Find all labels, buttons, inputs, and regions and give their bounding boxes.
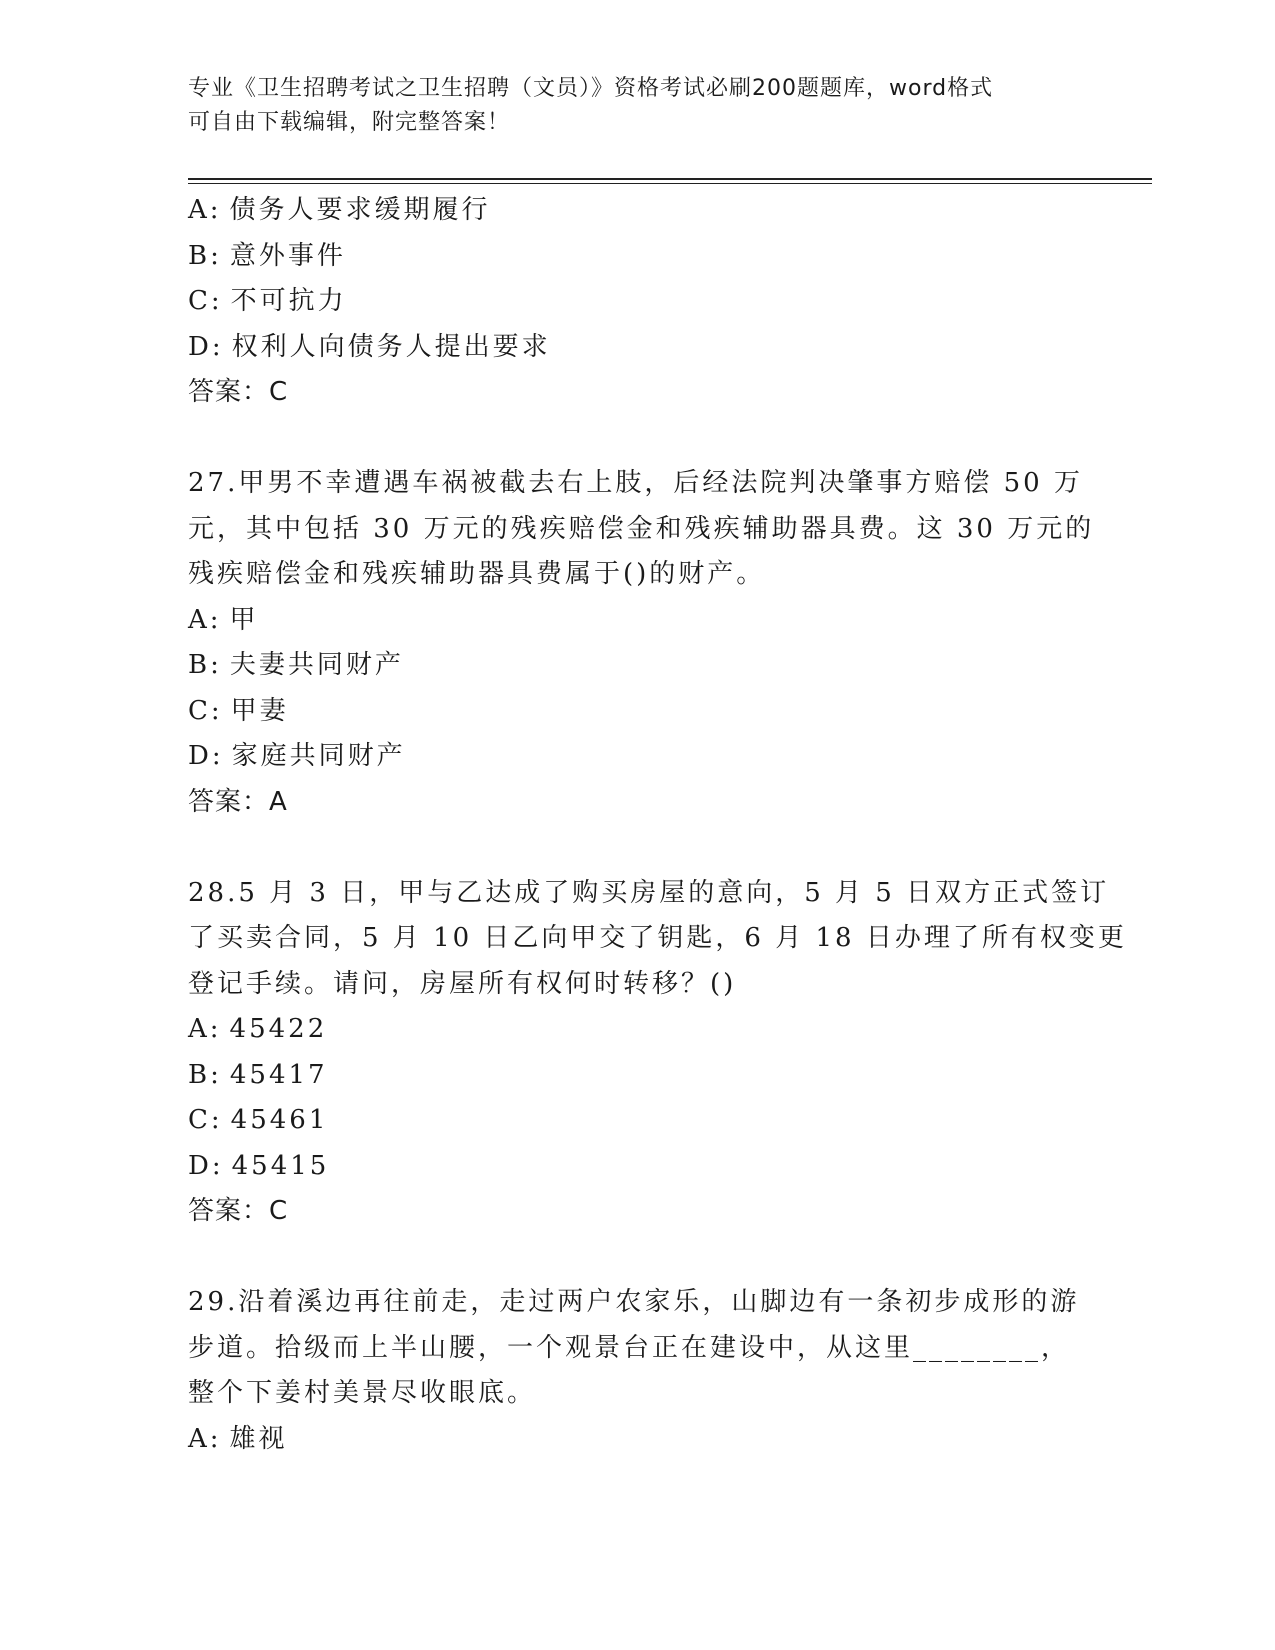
question-text-line: 步道。拾级而上半山腰，一个观景台正在建设中，从这里________， — [188, 1332, 1071, 1363]
option-c: C: 45461 — [188, 1105, 329, 1135]
question-text-line: 28.5 月 3 日，甲与乙达成了购买房屋的意向，5 月 5 日双方正式签订 — [188, 877, 1110, 908]
answer: 答案：C — [188, 1196, 289, 1226]
question-text-line: 登记手续。请问，房屋所有权何时转移？() — [188, 968, 737, 999]
document-header — [188, 72, 1068, 140]
option-d: D: 权利人向债务人提出要求 — [188, 331, 551, 362]
option-b: B: 意外事件 — [188, 240, 346, 271]
question-29 — [188, 1280, 1080, 1462]
answer: 答案：A — [188, 786, 288, 817]
answer: 答案：C — [188, 377, 289, 407]
option-c: C: 不可抗力 — [188, 286, 347, 316]
header-line-1: 专业《卫生招聘考试之卫生招聘（文员）》资格考试必刷200题题库，word格式 — [188, 76, 994, 101]
option-d: D: 家庭共同财产 — [188, 741, 406, 771]
question-text-line: 残疾赔偿金和残疾辅助器具费属于()的财产。 — [188, 559, 766, 589]
option-c: C: 甲妻 — [188, 695, 289, 726]
question-text-line: 了买卖合同，5 月 10 日乙向甲交了钥匙，6 月 18 日办理了所有权变更 — [188, 923, 1127, 953]
question-26 — [188, 188, 1068, 416]
question-27 — [188, 461, 1095, 825]
option-b: B: 45417 — [188, 1059, 328, 1090]
header-rule-thick — [188, 178, 1152, 180]
question-text-line: 整个下姜村美景尽收眼底。 — [188, 1378, 537, 1408]
question-text-line: 27.甲男不幸遭遇车祸被截去右上肢，后经法院判决肇事方赔偿 50 万 — [188, 468, 1083, 498]
question-text-line: 29.沿着溪边再往前走，走过两户农家乐，山脚边有一条初步成形的游 — [188, 1287, 1080, 1317]
option-a: A: 债务人要求缓期履行 — [188, 195, 491, 225]
document-body — [188, 188, 1127, 1462]
question-28 — [188, 871, 1127, 1235]
option-a: A: 45422 — [188, 1014, 328, 1044]
option-a: A: 甲 — [188, 604, 259, 635]
header-rule-thin — [188, 183, 1152, 184]
option-b: B: 夫妻共同财产 — [188, 650, 404, 680]
header-line-2: 可自由下载编辑，附完整答案！ — [188, 110, 511, 135]
question-text-line: 元，其中包括 30 万元的残疾赔偿金和残疾辅助器具费。这 30 万元的 — [188, 513, 1095, 544]
option-d: D: 45415 — [188, 1150, 330, 1181]
option-a: A: 雄视 — [188, 1423, 288, 1454]
